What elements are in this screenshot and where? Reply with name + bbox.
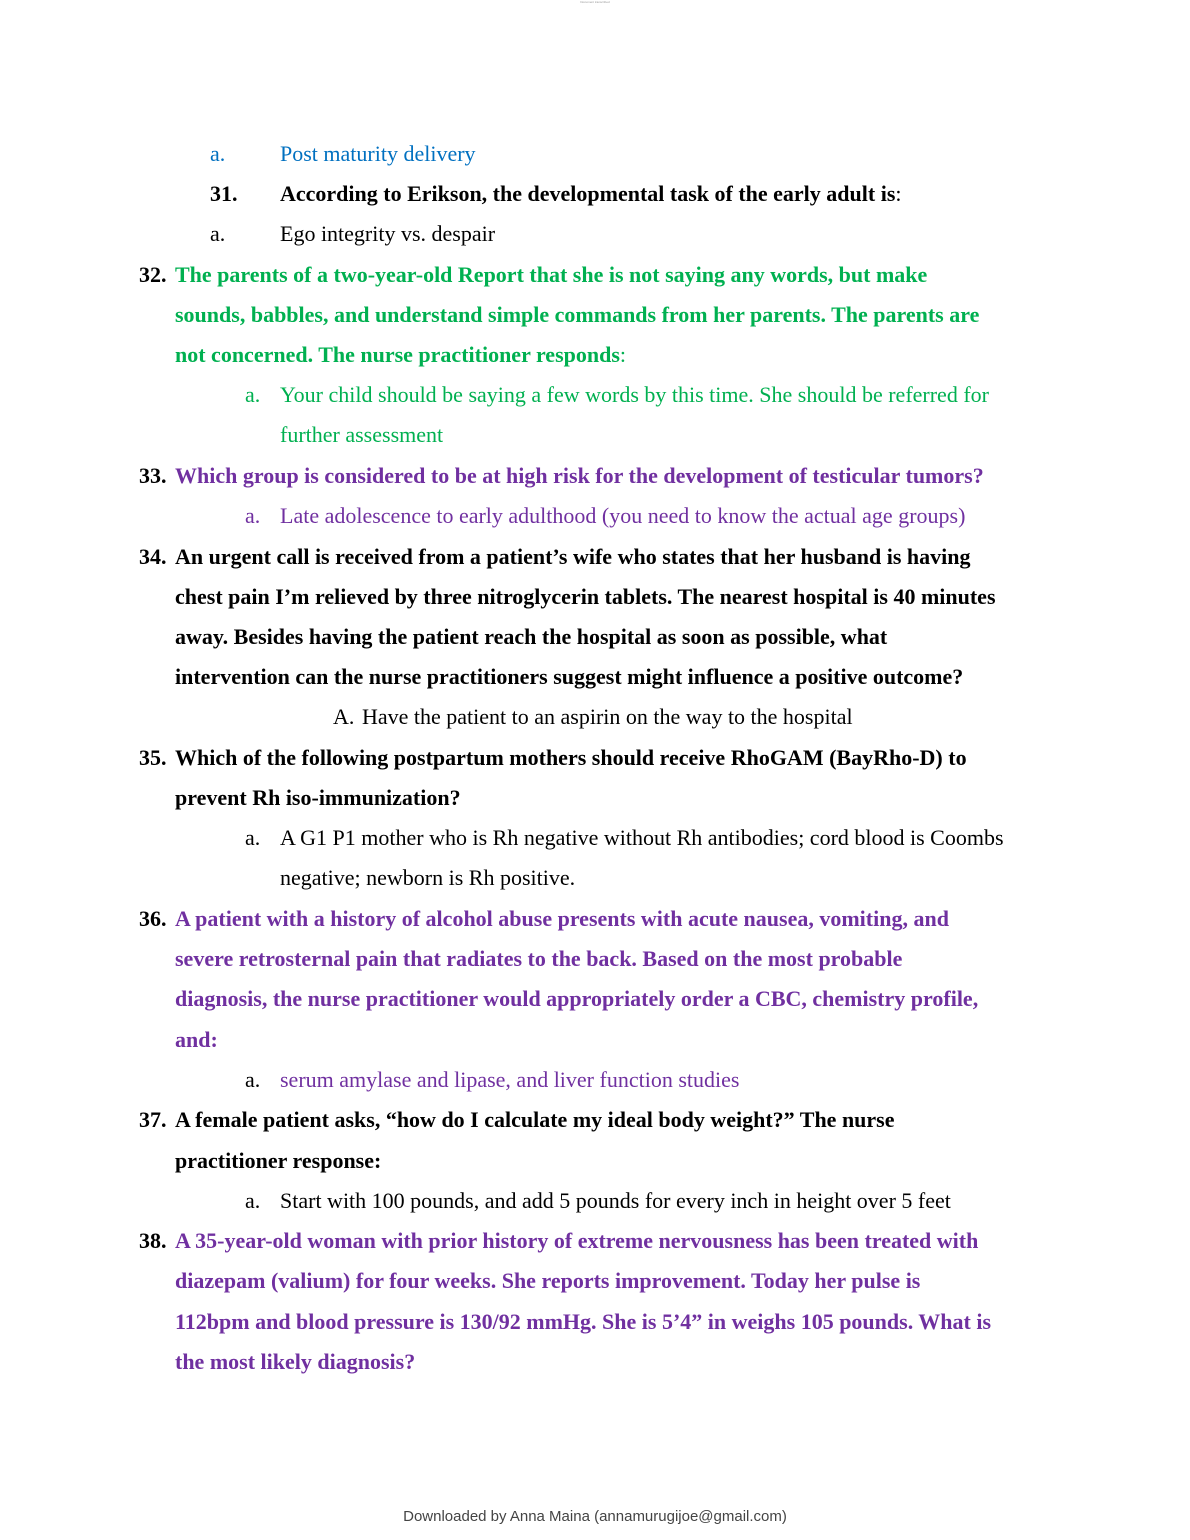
question-37-number: 37.	[139, 1107, 167, 1132]
answer-36-label: a.	[245, 1067, 261, 1092]
question-31-text: According to Erikson, the developmental task of the early adult is	[280, 181, 896, 206]
question-38-line: 112bpm and blood pressure is 130/92 mmHg. She is 5’4” in weighs 105 pounds. What is	[175, 1309, 992, 1334]
question-36-line: and:	[175, 1027, 218, 1052]
question-31-number: 31.	[210, 181, 238, 206]
answer-34-label: A.	[333, 704, 355, 729]
question-32-last	[175, 343, 626, 367]
question-36-number: 36.	[139, 906, 167, 931]
answer-35-line: A G1 P1 mother who is Rh negative without Rh antibodies; cord blood is Coombs	[280, 825, 1004, 850]
question-38-line: the most likely diagnosis?	[175, 1349, 416, 1374]
question-35-number: 35.	[139, 745, 167, 770]
answer-35-line: negative; newborn is Rh positive.	[280, 865, 576, 890]
question-34-number: 34.	[139, 544, 167, 569]
answer-37-label: a.	[245, 1188, 261, 1213]
question-32-colon: :	[619, 342, 627, 367]
question-37-line: practitioner response:	[175, 1148, 382, 1173]
question-36-line: severe retrosternal pain that radiates to the back. Based on the most probable	[175, 946, 903, 971]
question-37-line: A female patient asks, “how do I calculate my ideal body weight?” The nurse	[175, 1107, 895, 1132]
question-36-line: A patient with a history of alcohol abuse presents with acute nausea, vomiting, and	[175, 906, 949, 931]
answer-32-line: further assessment	[280, 422, 444, 447]
question-31-colon: :	[895, 181, 902, 206]
question-34-line: intervention can the nurse practitioners suggest might influence a positive outcome?	[175, 664, 964, 689]
answer-37-text: Start with 100 pounds, and add 5 pounds for every inch in height over 5 feet	[280, 1188, 951, 1213]
header-mark: Document transcribed	[580, 0, 610, 4]
answer-33-text: Late adolescence to early adulthood (you need to know the actual age groups)	[280, 503, 966, 528]
question-32-line: not concerned. The nurse practitioner responds	[175, 342, 620, 367]
download-footer: Downloaded by Anna Maina (annamurugijoe@gmail.com)	[403, 1508, 787, 1525]
question-33-text: Which group is considered to be at high risk for the development of testicular tumors?	[175, 463, 984, 488]
answer-36-text: serum amylase and lipase, and liver function studies	[280, 1067, 740, 1092]
question-33-number: 33.	[139, 463, 167, 488]
question-31	[280, 182, 902, 206]
question-32-line: The parents of a two-year-old Report that she is not saying any words, but make	[175, 262, 928, 287]
answer-32-line: Your child should be saying a few words by this time. She should be referred for	[280, 382, 989, 407]
question-34-line: away. Besides having the patient reach the hospital as soon as possible, what	[175, 624, 888, 649]
question-34-line: An urgent call is received from a patient’s wife who states that her husband is having	[175, 544, 971, 569]
question-38-line: A 35-year-old woman with prior history of extreme nervousness has been treated with	[175, 1228, 979, 1253]
question-35-line: Which of the following postpartum mothers should receive RhoGAM (BayRho-D) to	[175, 745, 967, 770]
question-38-number: 38.	[139, 1228, 167, 1253]
answer-31-label: a.	[210, 221, 226, 246]
question-35-line: prevent Rh iso-immunization?	[175, 785, 461, 810]
answer-30-label: a.	[210, 141, 226, 166]
answer-33-label: a.	[245, 503, 261, 528]
answer-30-text: Post maturity delivery	[280, 141, 476, 166]
answer-32-label: a.	[245, 382, 261, 407]
answer-35-label: a.	[245, 825, 261, 850]
answer-34-text: Have the patient to an aspirin on the way to the hospital	[362, 704, 853, 729]
question-34-line: chest pain I’m relieved by three nitroglycerin tablets. The nearest hospital is 40 minutes	[175, 584, 996, 609]
answer-31-text: Ego integrity vs. despair	[280, 221, 496, 246]
question-36-line: diagnosis, the nurse practitioner would appropriately order a CBC, chemistry profile,	[175, 986, 979, 1011]
question-32-number: 32.	[139, 262, 167, 287]
question-38-line: diazepam (valium) for four weeks. She reports improvement. Today her pulse is	[175, 1268, 921, 1293]
question-32-line: sounds, babbles, and understand simple commands from her parents. The parents are	[175, 302, 980, 327]
